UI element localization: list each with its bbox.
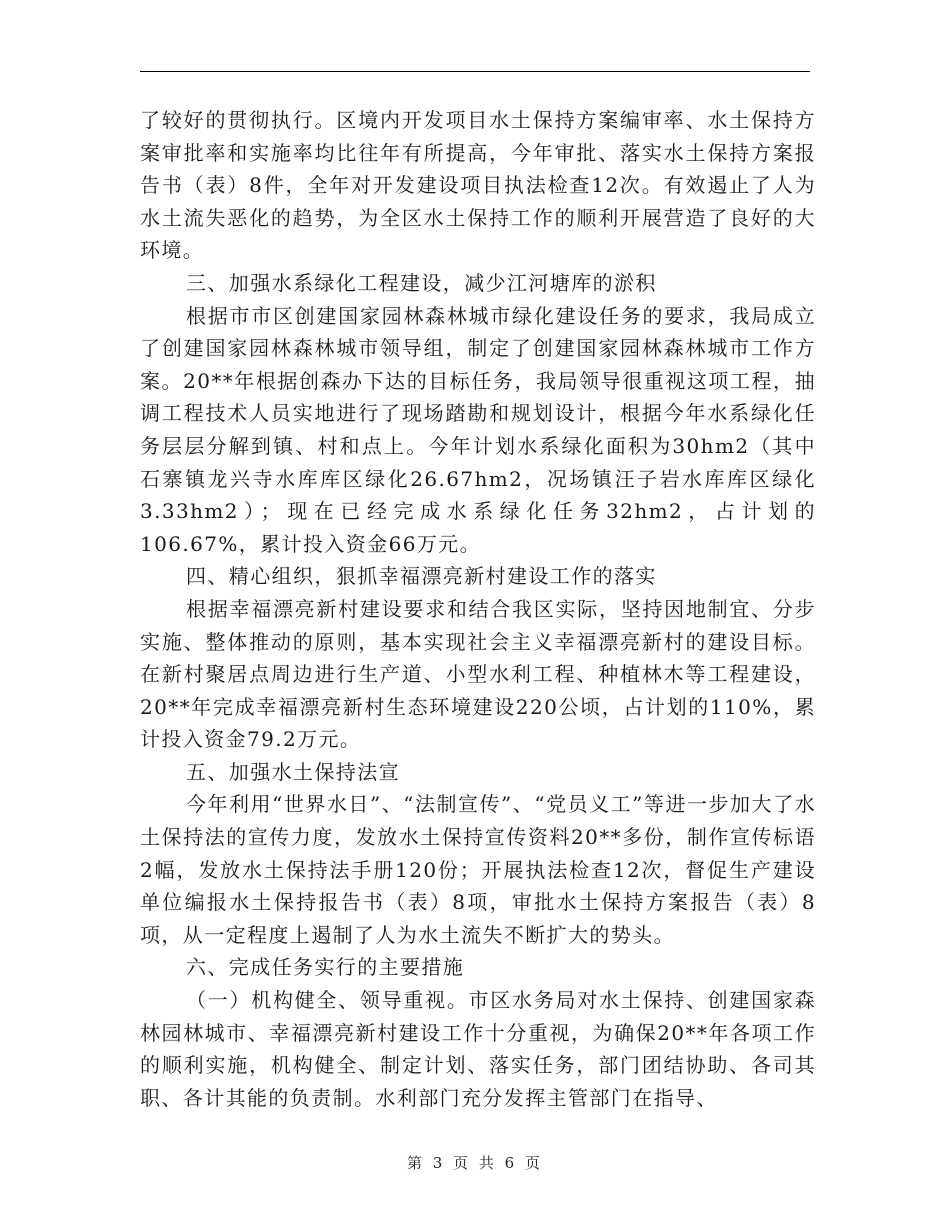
document-body — [140, 104, 816, 1114]
paragraph: （一）机构健全、领导重视。市区水务局对水土保持、创建国家森林园林城市、幸福漂亮新村建设工作十分重视，为确保20**年各项工作的顺利实施，机构健全、制定计划、落实任务，部门团结协助、各司其职、各计其能的负责制。水利部门充分发挥主管部门在指导、 — [140, 988, 816, 1110]
paragraph: 今年利用“世界水日”、“法制宣传”、“党员义工”等进一步加大了水土保持法的宣传力度，发放水土保持宣传资料20**多份，制作宣传标语2幅，发放水土保持法手册120份；开展执法检查12次，督促生产建设单位编报水土保持报告书（表）8项，审批水土保持方案报告（表）8项，从一定程度上遏制了人为水土流失不断扩大的势头。 — [140, 792, 816, 947]
section-heading: 五、加强水土保持法宣 — [186, 759, 400, 784]
page-number-footer: 第 3 页 共 6 页 — [407, 1154, 543, 1172]
section-heading: 六、完成任务实行的主要措施 — [186, 955, 465, 980]
paragraph: 了较好的贯彻执行。区境内开发项目水土保持方案编审率、水土保持方案审批率和实施率均比往年有所提高，今年审批、落实水土保持方案报告书（表）8件，全年对开发建设项目执法检查12次。有效遏止了人为水土流失恶化的趋势，为全区水土保持工作的顺利开展营造了良好的大环境。 — [140, 108, 816, 263]
section-heading: 四、精心组织，狠抓幸福漂亮新村建设工作的落实 — [186, 564, 657, 589]
paragraph: 根据市市区创建国家园林森林城市绿化建设任务的要求，我局成立了创建国家园林森林城市领导组，制定了创建国家园林森林城市工作方案。20**年根据创森办下达的目标任务，我局领导很重视这项工程，抽调工程技术人员实地进行了现场踏勘和规划设计，根据今年水系绿化任务层层分解到镇、村和点上。今年计划水系绿化面积为30hm2（其中石寨镇龙兴寺水库库区绿化26.67hm2，况场镇汪子岩水库库区绿化3.33hm2）；现在已经完成水系绿化任务32hm2，占计划的106.67%，累计投入资金66万元。 — [140, 303, 816, 556]
header-rule — [140, 71, 810, 72]
section-heading: 三、加强水系绿化工程建设，减少江河塘库的淤积 — [186, 270, 657, 295]
paragraph: 根据幸福漂亮新村建设要求和结合我区实际，坚持因地制宜、分步实施、整体推动的原则，基本实现社会主义幸福漂亮新村的建设目标。在新村聚居点周边进行生产道、小型水利工程、种植林木等工程建设，20**年完成幸福漂亮新村生态环境建设220公顷，占计划的110%，累计投入资金79.2万元。 — [140, 596, 816, 752]
